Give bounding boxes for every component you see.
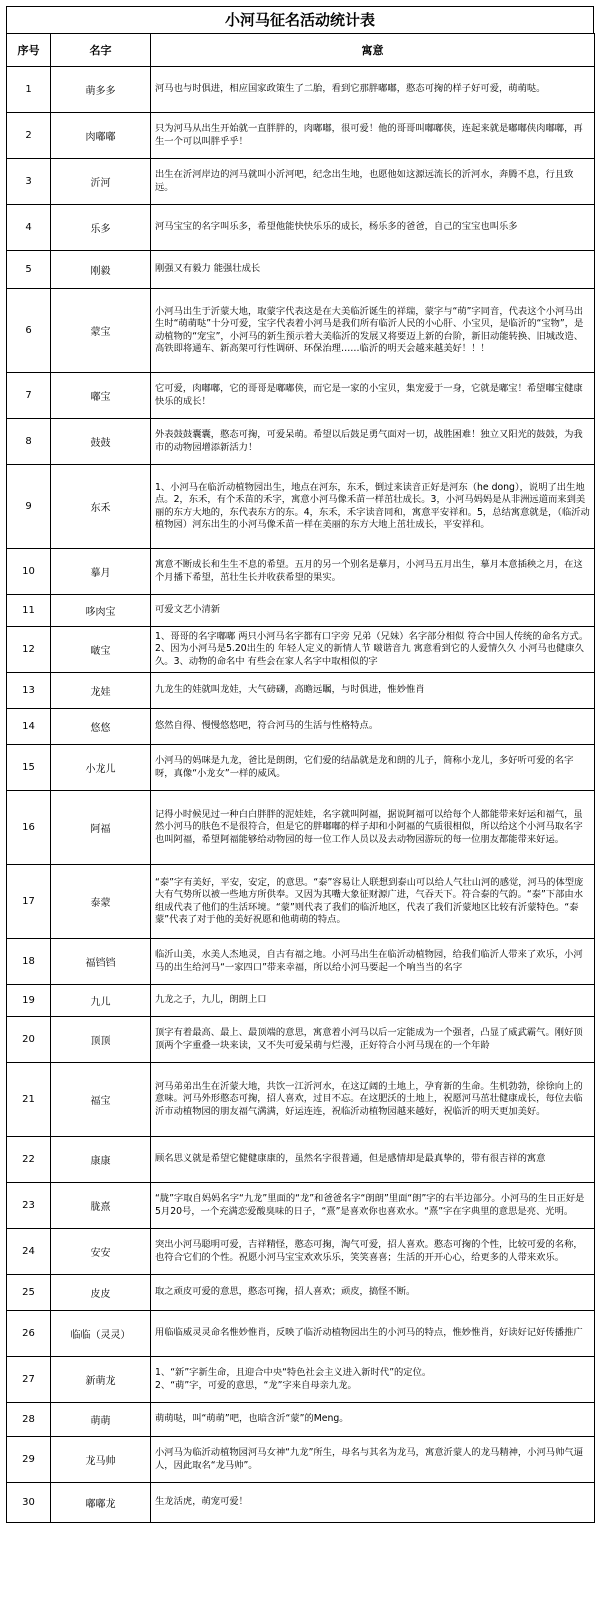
row-index: 9 xyxy=(7,465,51,549)
row-meaning: 生龙活虎，萌宠可爱！ xyxy=(151,1483,595,1523)
row-name: 嘟宝 xyxy=(51,373,151,419)
row-meaning: 突出小河马聪明可爱，吉祥精怪，憨态可掬，淘气可爱，招人喜欢。憨态可掬的个性，比较可爱的名称，也符合它们的个性。祝愿小河马宝宝欢欢乐乐，笑笑喜喜；生活的开开心心，给更多的人带来欢乐。 xyxy=(151,1229,595,1275)
table-row xyxy=(7,373,595,419)
row-index: 11 xyxy=(7,595,51,627)
row-index: 27 xyxy=(7,1357,51,1403)
row-meaning: “胧”字取自妈妈名字“九龙”里面的“龙”和爸爸名字“朗朗”里面“朗”字的右半边部分。小河马的生日正好是5月20号，一个充满恋爱酸臭味的日子，“熹”是喜欢你也喜欢水。“熹”字在字典里的意思是亮、光明。 xyxy=(151,1183,595,1229)
row-index: 2 xyxy=(7,113,51,159)
row-meaning: 寓意不断成长和生生不息的希望。五月的另一个别名是摹月，小河马五月出生，摹月本意插秧之月，在这个月播下希望，茁壮生长并收获希望的果实。 xyxy=(151,549,595,595)
row-meaning: 小河马为临沂动植物园河马女神“九龙”所生，母名与其名为龙马，寓意沂蒙人的龙马精神，小河马帅气逼人，因此取名“龙马帅”。 xyxy=(151,1437,595,1483)
row-index: 24 xyxy=(7,1229,51,1275)
row-index: 15 xyxy=(7,745,51,791)
header-name: 名字 xyxy=(51,34,151,67)
row-index: 12 xyxy=(7,627,51,673)
row-index: 3 xyxy=(7,159,51,205)
table-row xyxy=(7,595,595,627)
row-meaning: 可爱文艺小清新 xyxy=(151,595,595,627)
row-name: 龙马帅 xyxy=(51,1437,151,1483)
header-meaning: 寓意 xyxy=(151,34,595,67)
row-index: 28 xyxy=(7,1403,51,1437)
table-row xyxy=(7,465,595,549)
row-index: 17 xyxy=(7,865,51,939)
row-meaning: 悠然自得、慢慢悠悠吧，符合河马的生活与性格特点。 xyxy=(151,709,595,745)
table-row xyxy=(7,1403,595,1437)
table-row xyxy=(7,1311,595,1357)
row-meaning: 河马弟弟出生在沂蒙大地，共饮一江沂河水，在这辽阔的土地上，孕育新的生命。生机勃勃，徐徐向上的意味。河马外形憨态可掬，招人喜欢，过目不忘。在这肥沃的土地上，祝愿河马茁壮健康成长，每位去临沂市动植物园的朋友福气满满，好运连连，祝临沂动植物园越来越好，祝临沂的明天更加美好。 xyxy=(151,1063,595,1137)
table-row xyxy=(7,1017,595,1063)
row-index: 18 xyxy=(7,939,51,985)
row-name: 鼓鼓 xyxy=(51,419,151,465)
row-name: 安安 xyxy=(51,1229,151,1275)
row-meaning: 取之顽皮可爱的意思，憨态可掬，招人喜欢；顽皮，搞怪不断。 xyxy=(151,1275,595,1311)
table-row xyxy=(7,549,595,595)
row-meaning: 九龙之子，九儿，朗朗上口 xyxy=(151,985,595,1017)
table-row xyxy=(7,419,595,465)
row-name: 新萌龙 xyxy=(51,1357,151,1403)
row-index: 8 xyxy=(7,419,51,465)
row-name: 肉嘟嘟 xyxy=(51,113,151,159)
row-meaning: 出生在沂河岸边的河马就叫小沂河吧，纪念出生地，也愿他如这源远流长的沂河水，奔腾不息，行且致远。 xyxy=(151,159,595,205)
table-row xyxy=(7,1063,595,1137)
table-row xyxy=(7,251,595,289)
row-meaning: 九龙生的娃就叫龙娃，大气磅礴，高瞻远瞩，与时俱进，惟妙惟肖 xyxy=(151,673,595,709)
row-name: 嘟嘟龙 xyxy=(51,1483,151,1523)
table-row xyxy=(7,791,595,865)
row-meaning: 刚强又有毅力 能强壮成长 xyxy=(151,251,595,289)
row-name: 泰蒙 xyxy=(51,865,151,939)
row-meaning: 顾名思义就是希望它健健康康的，虽然名字很普通，但是感情却是最真挚的，带有很吉祥的寓意 xyxy=(151,1137,595,1183)
row-meaning: 小河马的妈咪是九龙，爸比是朗朗，它们爱的结晶就是龙和朗的儿子，简称小龙儿，多好听可爱的名字呀，真像“小龙女”一样的威风。 xyxy=(151,745,595,791)
row-meaning: 萌萌哒，叫“萌萌”吧，也暗含沂“蒙”的Meng。 xyxy=(151,1403,595,1437)
table-row xyxy=(7,745,595,791)
row-meaning: 1、小河马在临沂动植物园出生，地点在河东，东禾，倒过来读音正好是河东（he dong），说明了出生地点。2，东禾，有个禾苗的禾字，寓意小河马像禾苗一样茁壮成长。3，小河马妈妈是从非洲远道而来到美丽的东方大地的，东代表东方的东。4，东禾，禾字读音同和，寓意平安祥和。5，总结寓意就是，（临沂动植物园）河东出生的小河马像禾苗一样在美丽的东方大地上茁壮成长，平安祥和。 xyxy=(151,465,595,549)
row-index: 29 xyxy=(7,1437,51,1483)
row-name: 哆肉宝 xyxy=(51,595,151,627)
row-index: 4 xyxy=(7,205,51,251)
header-index: 序号 xyxy=(7,34,51,67)
row-index: 10 xyxy=(7,549,51,595)
row-index: 7 xyxy=(7,373,51,419)
row-name: 摹月 xyxy=(51,549,151,595)
naming-table xyxy=(6,33,595,1523)
row-name: 悠悠 xyxy=(51,709,151,745)
row-name: 萌萌 xyxy=(51,1403,151,1437)
row-index: 14 xyxy=(7,709,51,745)
table-row xyxy=(7,865,595,939)
row-name: 萌多多 xyxy=(51,67,151,113)
row-index: 30 xyxy=(7,1483,51,1523)
row-meaning: 1、哥哥的名字嘟嘟 两只小河马名字都有口字旁 兄弟（兄妹）名字部分相似 符合中国人传统的命名方式。2、因为小河马是5.20出生的 年轻人定义的新情人节 啵谐音九 寓意看到它的人爱情久久 小河马也健康久久。3、动物的命名中 有些会在家人名字中取相似的字 xyxy=(151,627,595,673)
table-row xyxy=(7,627,595,673)
row-meaning: 临沂山美，水美人杰地灵，自古有福之地。小河马出生在临沂动植物园，给我们临沂人带来了欢乐，小河马的出生给河马“一家四口”带来幸福，所以给小河马要起一个响当当的名字 xyxy=(151,939,595,985)
row-meaning: 小河马出生于沂蒙大地，取蒙字代表这是在大美临沂诞生的祥瑞，蒙字与“萌”字同音，代表这个小河马出生时“萌萌哒”十分可爱，宝字代表着小河马是我们所有临沂人民的小心肝、小宝贝，是临沂的“宝物”，是动植物的“宠宝”，小河马的新生预示着大美临沂的发展又将要迈上新的台阶，新旧动能转换、旧城改造、高铁即将通车、新高架可行性调研、环保治理……临沂的明天会越来越美好！！！ xyxy=(151,289,595,373)
row-name: 康康 xyxy=(51,1137,151,1183)
table-row xyxy=(7,113,595,159)
row-meaning: 用临临威灵灵命名惟妙惟肖，反映了临沂动植物园出生的小河马的特点，惟妙惟肖，好读好记好传播推广 xyxy=(151,1311,595,1357)
row-index: 6 xyxy=(7,289,51,373)
row-name: 沂河 xyxy=(51,159,151,205)
table-row xyxy=(7,1483,595,1523)
row-name: 小龙儿 xyxy=(51,745,151,791)
row-meaning: 记得小时候见过一种白白胖胖的泥娃娃，名字就叫阿福，据说阿福可以给每个人都能带来好运和福气，虽然小河马的肤色不是很符合，但是它的胖嘟嘟的样子却和小阿福的气质很相似，所以给这个小河马取名字也叫阿福，希望阿福能够给动物园的每一位工作人员以及去动物园游玩的每一位朋友都能带来好运。 xyxy=(151,791,595,865)
row-index: 23 xyxy=(7,1183,51,1229)
row-name: 龙娃 xyxy=(51,673,151,709)
row-index: 1 xyxy=(7,67,51,113)
table-row xyxy=(7,1137,595,1183)
row-meaning: 河马宝宝的名字叫乐多，希望他能快快乐乐的成长，杨乐多的爸爸，自己的宝宝也叫乐多 xyxy=(151,205,595,251)
row-meaning: 1、“新”字新生命，且迎合中央“特色社会主义进入新时代”的定位。 2、“萌”字，可爱的意思，“龙”字来自母亲九龙。 xyxy=(151,1357,595,1403)
row-name: 啵宝 xyxy=(51,627,151,673)
row-name: 胧熹 xyxy=(51,1183,151,1229)
row-index: 13 xyxy=(7,673,51,709)
table-row xyxy=(7,1183,595,1229)
row-meaning: 它可爱，肉嘟嘟，它的哥哥是嘟嘟侠，而它是一家的小宝贝，集宠爱于一身，它就是嘟宝！希望嘟宝健康快乐的成长！ xyxy=(151,373,595,419)
table-row xyxy=(7,1275,595,1311)
row-name: 临临（灵灵） xyxy=(51,1311,151,1357)
row-index: 20 xyxy=(7,1017,51,1063)
table-row xyxy=(7,205,595,251)
table-row xyxy=(7,673,595,709)
row-name: 顶顶 xyxy=(51,1017,151,1063)
row-name: 阿福 xyxy=(51,791,151,865)
table-row xyxy=(7,1437,595,1483)
table-row xyxy=(7,289,595,373)
row-meaning: “泰”字有美好，平安，安定，的意思。“泰”容易让人联想到泰山可以给人气壮山河的感觉，河马的体型庞大有气势所以被一些地方所供奉。又因为其嘴大象征财源广进，气吞天下。符合泰的气韵。“泰”下部由水组成代表了他们的生活环境。“蒙”则代表了我们的临沂地区，代表了我们沂蒙地区比较有沂蒙特色。“泰蒙”代表了对于他的美好祝愿和他萌萌的特点。 xyxy=(151,865,595,939)
row-name: 蒙宝 xyxy=(51,289,151,373)
table-row xyxy=(7,1357,595,1403)
table-row xyxy=(7,709,595,745)
row-name: 东禾 xyxy=(51,465,151,549)
stats-sheet xyxy=(6,6,594,1523)
row-name: 刚毅 xyxy=(51,251,151,289)
row-name: 乐多 xyxy=(51,205,151,251)
row-name: 皮皮 xyxy=(51,1275,151,1311)
row-meaning: 顶字有着最高、最上、最顶端的意思，寓意着小河马以后一定能成为一个强者，凸显了威武霸气。刚好顶顶两个字重叠一块来读，又不失可爱呆萌与烂漫，正好符合小河马现在的一个年龄 xyxy=(151,1017,595,1063)
row-name: 九儿 xyxy=(51,985,151,1017)
table-row xyxy=(7,159,595,205)
row-name: 福铛铛 xyxy=(51,939,151,985)
row-index: 21 xyxy=(7,1063,51,1137)
table-header-row xyxy=(7,34,595,67)
row-index: 22 xyxy=(7,1137,51,1183)
row-meaning: 外表鼓鼓囊囊，憨态可掬，可爱呆萌。希望以后鼓足勇气面对一切，战胜困难！独立又阳光的鼓鼓，为我市的动物园增添新活力！ xyxy=(151,419,595,465)
sheet-title: 小河马征名活动统计表 xyxy=(6,6,594,33)
table-row xyxy=(7,1229,595,1275)
row-name: 福宝 xyxy=(51,1063,151,1137)
table-row xyxy=(7,939,595,985)
row-meaning: 河马也与时俱进，相应国家政策生了二胎，看到它那胖嘟嘟，憨态可掬的样子好可爱，萌萌哒。 xyxy=(151,67,595,113)
row-index: 25 xyxy=(7,1275,51,1311)
row-index: 19 xyxy=(7,985,51,1017)
row-index: 16 xyxy=(7,791,51,865)
table-row xyxy=(7,985,595,1017)
table-row xyxy=(7,67,595,113)
row-index: 5 xyxy=(7,251,51,289)
row-meaning: 只为河马从出生开始就一直胖胖的，肉嘟嘟，很可爱！他的哥哥叫嘟嘟侠，连起来就是嘟嘟侠肉嘟嘟，再生一个可以叫胖乎乎！ xyxy=(151,113,595,159)
row-index: 26 xyxy=(7,1311,51,1357)
